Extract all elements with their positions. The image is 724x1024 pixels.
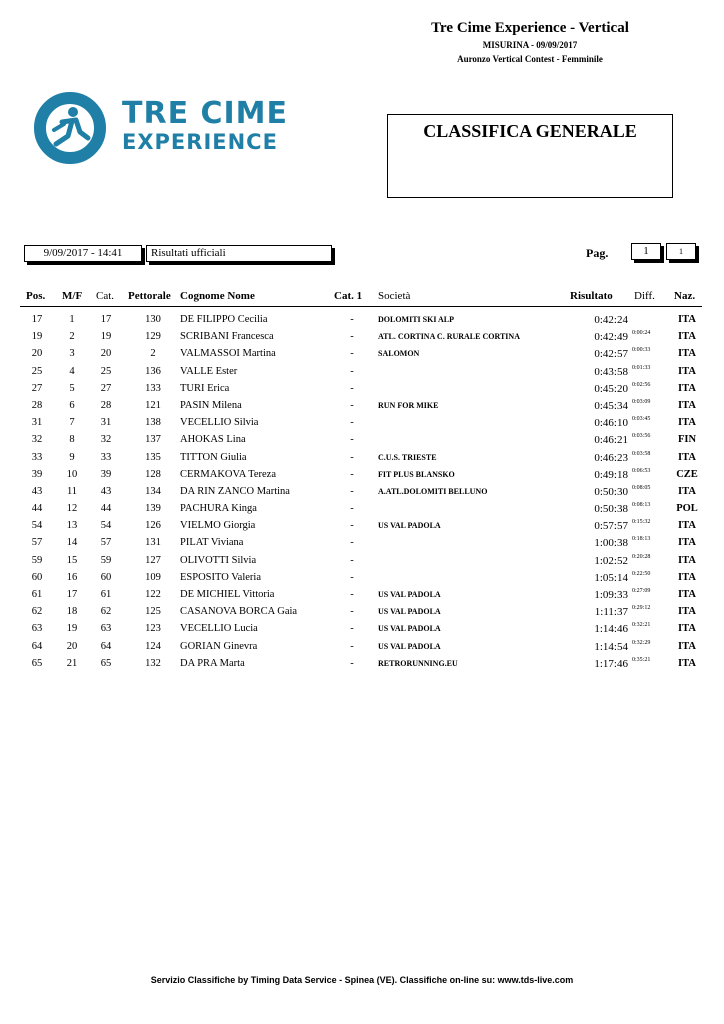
cell-result: 0:57:57 — [594, 520, 628, 533]
cell-name: ESPOSITO Valeria — [180, 571, 261, 583]
cell-name: VECELLIO Lucia — [180, 623, 258, 635]
cell-diff: 0:22:50 — [632, 570, 651, 577]
cell-pos: 25 — [31, 365, 43, 377]
cell-cat1: - — [350, 623, 354, 635]
cell-cat1: - — [350, 399, 354, 411]
cell-mf: 5 — [69, 382, 75, 394]
cell-cat1: - — [350, 348, 354, 360]
status-box: Risultati ufficiali — [146, 245, 332, 262]
table-row — [20, 312, 702, 329]
cell-nat: ITA — [678, 657, 696, 669]
cell-bib: 127 — [145, 554, 161, 566]
cell-bib: 131 — [145, 537, 161, 549]
cell-name: VECELLIO Silvia — [180, 417, 259, 429]
cell-name: OLIVOTTI Silvia — [180, 554, 257, 566]
results-table — [20, 312, 702, 673]
cell-mf: 9 — [69, 451, 75, 463]
cell-result: 0:50:30 — [594, 485, 628, 498]
cell-cat1: - — [350, 503, 354, 515]
cell-bib: 138 — [145, 417, 161, 429]
cell-cat1: - — [350, 365, 354, 377]
cell-diff: 0:08:05 — [632, 484, 651, 491]
cell-cat: 63 — [100, 623, 112, 635]
cell-pos: 43 — [31, 485, 43, 497]
event-place-date: MISURINA - 09/09/2017 — [482, 40, 578, 50]
cell-cat: 25 — [100, 365, 112, 377]
table-row — [20, 398, 702, 415]
cell-society: FIT PLUS BLANSKO — [378, 469, 455, 479]
cell-pos: 32 — [31, 434, 43, 446]
table-row — [20, 432, 702, 449]
cell-mf: 15 — [66, 554, 78, 566]
cell-bib: 137 — [145, 434, 161, 446]
col-cat1: Cat. 1 — [334, 290, 363, 302]
cell-diff: 0:08:13 — [632, 502, 651, 509]
cell-cat: 57 — [100, 537, 112, 549]
col-nat: Naz. — [674, 290, 696, 302]
cell-name: DE FILIPPO Cecilia — [180, 314, 268, 325]
cell-mf: 18 — [66, 606, 78, 618]
cell-cat1: - — [350, 520, 354, 532]
cell-mf: 7 — [69, 417, 75, 429]
cell-pos: 20 — [31, 348, 43, 360]
cell-name: TURI Erica — [180, 382, 230, 394]
cell-nat: ITA — [678, 554, 696, 566]
cell-bib: 139 — [145, 503, 161, 515]
cell-result: 0:42:24 — [594, 314, 628, 326]
cell-result: 1:11:37 — [594, 606, 628, 619]
table-row — [20, 415, 702, 432]
cell-name: PACHURA Kinga — [180, 503, 257, 515]
cell-cat: 17 — [100, 314, 112, 325]
cell-diff: 0:03:58 — [632, 450, 651, 457]
cell-diff: 0:03:09 — [632, 398, 651, 405]
cell-cat: 33 — [100, 451, 112, 463]
cell-bib: 122 — [145, 589, 161, 600]
cell-mf: 13 — [66, 520, 78, 532]
table-row — [20, 587, 702, 604]
cell-mf: 3 — [69, 348, 75, 360]
col-result: Risultato — [570, 290, 613, 302]
cell-name: CERMAKOVA Tereza — [180, 468, 276, 480]
cell-result: 0:49:18 — [594, 468, 628, 481]
cell-cat: 28 — [100, 399, 112, 411]
cell-society: C.U.S. TRIESTE — [378, 452, 437, 462]
cell-diff: 0:00:33 — [632, 347, 651, 354]
cell-diff: 0:35:21 — [632, 656, 651, 663]
col-society: Società — [378, 290, 411, 302]
cell-nat: ITA — [678, 399, 696, 411]
cell-pos: 54 — [31, 520, 43, 532]
datetime-box: 9/09/2017 - 14:41 — [24, 245, 142, 262]
table-row — [20, 604, 702, 621]
cell-diff: 0:18:13 — [632, 536, 651, 543]
cell-name: AHOKAS Lina — [180, 434, 246, 446]
col-cat: Cat. — [96, 290, 115, 302]
cell-bib: 124 — [145, 640, 161, 652]
cell-pos: 39 — [31, 468, 43, 480]
cell-cat: 62 — [100, 606, 112, 618]
cell-cat1: - — [350, 451, 354, 463]
cell-bib: 125 — [145, 606, 161, 618]
logo-text-line2: EXPERIENCE — [122, 130, 278, 154]
col-bib: Pettorale — [128, 290, 171, 302]
cell-nat: ITA — [678, 623, 696, 635]
cell-cat: 31 — [100, 417, 112, 429]
cell-name: TITTON Giulia — [180, 451, 247, 463]
cell-pos: 60 — [31, 571, 43, 583]
cell-cat: 19 — [100, 331, 112, 343]
table-row — [20, 381, 702, 398]
cell-bib: 109 — [145, 571, 161, 583]
cell-society: US VAL PADOLA — [378, 641, 441, 651]
page-label: Pag. — [586, 246, 609, 260]
cell-result: 0:46:21 — [594, 434, 628, 447]
page-total-box: 1 — [666, 243, 696, 260]
cell-pos: 61 — [31, 589, 43, 600]
cell-cat: 54 — [100, 520, 112, 532]
cell-bib: 132 — [145, 657, 161, 669]
cell-pos: 65 — [31, 657, 43, 669]
cell-mf: 21 — [66, 657, 78, 669]
cell-bib: 133 — [145, 382, 161, 394]
cell-bib: 135 — [145, 451, 161, 463]
table-row — [20, 656, 702, 673]
cell-mf: 19 — [66, 623, 78, 635]
cell-result: 0:45:20 — [594, 382, 628, 395]
cell-cat1: - — [350, 606, 354, 618]
cell-bib: 128 — [145, 468, 161, 480]
cell-cat1: - — [350, 554, 354, 566]
cell-mf: 20 — [66, 640, 78, 652]
cell-mf: 10 — [66, 468, 78, 480]
cell-cat: 43 — [100, 485, 112, 497]
cell-cat1: - — [350, 417, 354, 429]
cell-society: SALOMON — [378, 349, 420, 359]
tre-cime-logo — [32, 90, 292, 170]
cell-cat: 64 — [100, 640, 112, 652]
cell-mf: 14 — [66, 537, 78, 549]
cell-nat: ITA — [678, 331, 696, 343]
cell-diff: 0:03:56 — [632, 433, 651, 440]
cell-pos: 44 — [31, 503, 43, 515]
cell-name: GORIAN Ginevra — [180, 640, 258, 652]
cell-cat1: - — [350, 434, 354, 446]
cell-result: 0:42:49 — [594, 331, 628, 344]
cell-name: DE MICHIEL Vittoria — [180, 589, 275, 600]
cell-result: 0:46:23 — [594, 451, 628, 464]
cell-bib: 123 — [145, 623, 161, 635]
cell-pos: 64 — [31, 640, 43, 652]
cell-cat1: - — [350, 468, 354, 480]
cell-diff: 0:27:09 — [632, 588, 651, 594]
cell-result: 0:43:58 — [594, 365, 628, 378]
cell-cat: 59 — [100, 554, 112, 566]
table-row — [20, 570, 702, 587]
cell-cat1: - — [350, 537, 354, 549]
cell-diff: 0:02:56 — [632, 381, 651, 388]
cell-bib: 126 — [145, 520, 161, 532]
cell-nat: ITA — [678, 382, 696, 394]
cell-result: 1:14:54 — [594, 640, 628, 653]
cell-bib: 121 — [145, 399, 161, 411]
cell-nat: ITA — [678, 606, 696, 618]
cell-cat: 39 — [100, 468, 112, 480]
col-mf: M/F — [62, 290, 83, 302]
cell-nat: ITA — [678, 520, 696, 532]
cell-mf: 1 — [69, 314, 75, 325]
cell-bib: 136 — [145, 365, 161, 377]
cell-cat1: - — [350, 382, 354, 394]
cell-society: A.ATL.DOLOMITI BELLUNO — [378, 486, 488, 496]
cell-bib: 134 — [145, 485, 161, 497]
cell-nat: ITA — [678, 537, 696, 549]
cell-result: 0:50:38 — [594, 503, 628, 516]
cell-bib: 129 — [145, 331, 161, 343]
cell-society: DOLOMITI SKI ALP — [378, 315, 455, 324]
cell-cat: 61 — [100, 589, 112, 600]
cell-nat: POL — [676, 503, 698, 515]
cell-name: DA PRA Marta — [180, 657, 245, 669]
cell-cat: 60 — [100, 571, 112, 583]
table-row — [20, 535, 702, 552]
cell-society: US VAL PADOLA — [378, 521, 441, 531]
cell-bib: 2 — [150, 348, 156, 360]
cell-diff: 0:32:29 — [632, 639, 651, 646]
cell-mf: 17 — [66, 589, 78, 600]
cell-result: 1:09:33 — [594, 589, 628, 601]
cell-society: ATL. CORTINA C. RURALE CORTINA — [378, 332, 520, 342]
cell-diff: 0:20:28 — [632, 553, 651, 560]
cell-pos: 19 — [31, 331, 43, 343]
cell-cat1: - — [350, 640, 354, 652]
cell-pos: 62 — [31, 606, 43, 618]
cell-cat1: - — [350, 314, 354, 325]
cell-name: SCRIBANI Francesca — [180, 331, 274, 343]
cell-result: 0:42:57 — [594, 348, 628, 361]
cell-pos: 28 — [31, 399, 43, 411]
runner-logo-icon — [32, 90, 108, 166]
cell-pos: 17 — [31, 314, 43, 325]
cell-name: VIELMO Giorgia — [180, 520, 256, 532]
cell-pos: 27 — [31, 382, 43, 394]
table-row — [20, 467, 702, 484]
cell-nat: ITA — [678, 640, 696, 652]
cell-mf: 2 — [69, 331, 75, 343]
classification-box — [387, 114, 673, 198]
cell-cat: 20 — [100, 348, 112, 360]
table-row — [20, 621, 702, 638]
table-row — [20, 518, 702, 535]
cell-name: DA RIN ZANCO Martina — [180, 485, 290, 497]
table-row — [20, 450, 702, 467]
cell-nat: ITA — [678, 589, 696, 600]
table-row — [20, 553, 702, 570]
cell-result: 1:02:52 — [594, 554, 628, 567]
col-diff: Diff. — [634, 290, 655, 302]
table-row — [20, 484, 702, 501]
table-row — [20, 501, 702, 518]
cell-diff: 0:00:24 — [632, 330, 651, 337]
cell-cat1: - — [350, 589, 354, 600]
cell-cat1: - — [350, 485, 354, 497]
cell-nat: FIN — [677, 434, 697, 446]
cell-mf: 4 — [69, 365, 75, 377]
cell-nat: ITA — [678, 365, 696, 377]
cell-society: US VAL PADOLA — [378, 624, 441, 634]
table-row — [20, 346, 702, 363]
cell-name: PASIN Milena — [180, 399, 242, 411]
cell-bib: 130 — [145, 314, 161, 325]
cell-result: 1:17:46 — [594, 657, 628, 670]
cell-society: US VAL PADOLA — [378, 590, 441, 599]
footer-text: Servizio Classifiche by Timing Data Service - Spinea (VE). Classifiche on-line su: www.tds-live.com — [150, 975, 574, 985]
cell-result: 1:05:14 — [594, 571, 628, 584]
col-pos: Pos. — [26, 290, 46, 302]
cell-cat: 32 — [100, 434, 112, 446]
cell-diff: 0:15:32 — [632, 519, 651, 526]
page-number-box: 1 — [631, 243, 661, 260]
event-category: Auronzo Vertical Contest - Femminile — [457, 54, 603, 64]
cell-name: VALMASSOI Martina — [180, 348, 276, 360]
cell-name: VALLE Ester — [180, 365, 238, 377]
table-row — [20, 639, 702, 656]
classification-title: CLASSIFICA GENERALE — [423, 121, 637, 141]
cell-nat: CZE — [676, 468, 698, 480]
cell-result: 0:46:10 — [594, 417, 628, 430]
cell-pos: 57 — [31, 537, 43, 549]
col-name: Cognome Nome — [180, 290, 255, 302]
cell-mf: 6 — [69, 399, 75, 411]
cell-cat1: - — [350, 657, 354, 669]
cell-diff: 0:06:53 — [632, 467, 651, 474]
cell-pos: 63 — [31, 623, 43, 635]
cell-diff: 0:32:21 — [632, 622, 651, 629]
cell-nat: ITA — [678, 417, 696, 429]
cell-result: 0:45:34 — [594, 399, 628, 412]
cell-pos: 59 — [31, 554, 43, 566]
cell-cat1: - — [350, 331, 354, 343]
cell-mf: 8 — [69, 434, 75, 446]
cell-pos: 33 — [31, 451, 43, 463]
cell-pos: 31 — [31, 417, 43, 429]
cell-diff: 0:01:33 — [632, 364, 651, 371]
cell-cat: 44 — [100, 503, 112, 515]
cell-name: CASANOVA BORCA Gaia — [180, 606, 298, 618]
cell-nat: ITA — [678, 571, 696, 583]
cell-nat: ITA — [678, 348, 696, 360]
cell-result: 1:00:38 — [594, 537, 628, 550]
cell-mf: 11 — [66, 485, 78, 497]
cell-society: RUN FOR MIKE — [378, 400, 439, 410]
cell-nat: ITA — [678, 451, 696, 463]
cell-society: US VAL PADOLA — [378, 607, 441, 617]
cell-result: 1:14:46 — [594, 623, 628, 636]
cell-mf: 12 — [66, 503, 78, 515]
cell-cat: 65 — [100, 657, 112, 669]
table-row — [20, 329, 702, 346]
cell-name: PILAT Viviana — [180, 537, 244, 549]
cell-cat1: - — [350, 571, 354, 583]
logo-text-line1: TRE CIME — [122, 96, 289, 131]
cell-cat: 27 — [100, 382, 112, 394]
table-row — [20, 364, 702, 381]
cell-nat: ITA — [678, 485, 696, 497]
cell-mf: 16 — [66, 571, 78, 583]
cell-diff: 0:03:45 — [632, 416, 651, 423]
event-title: Tre Cime Experience - Vertical — [431, 20, 629, 36]
table-header — [20, 290, 702, 307]
cell-nat: ITA — [678, 314, 696, 325]
cell-diff: 0:29:12 — [632, 605, 651, 612]
cell-society: RETRORUNNING.EU — [378, 658, 458, 668]
